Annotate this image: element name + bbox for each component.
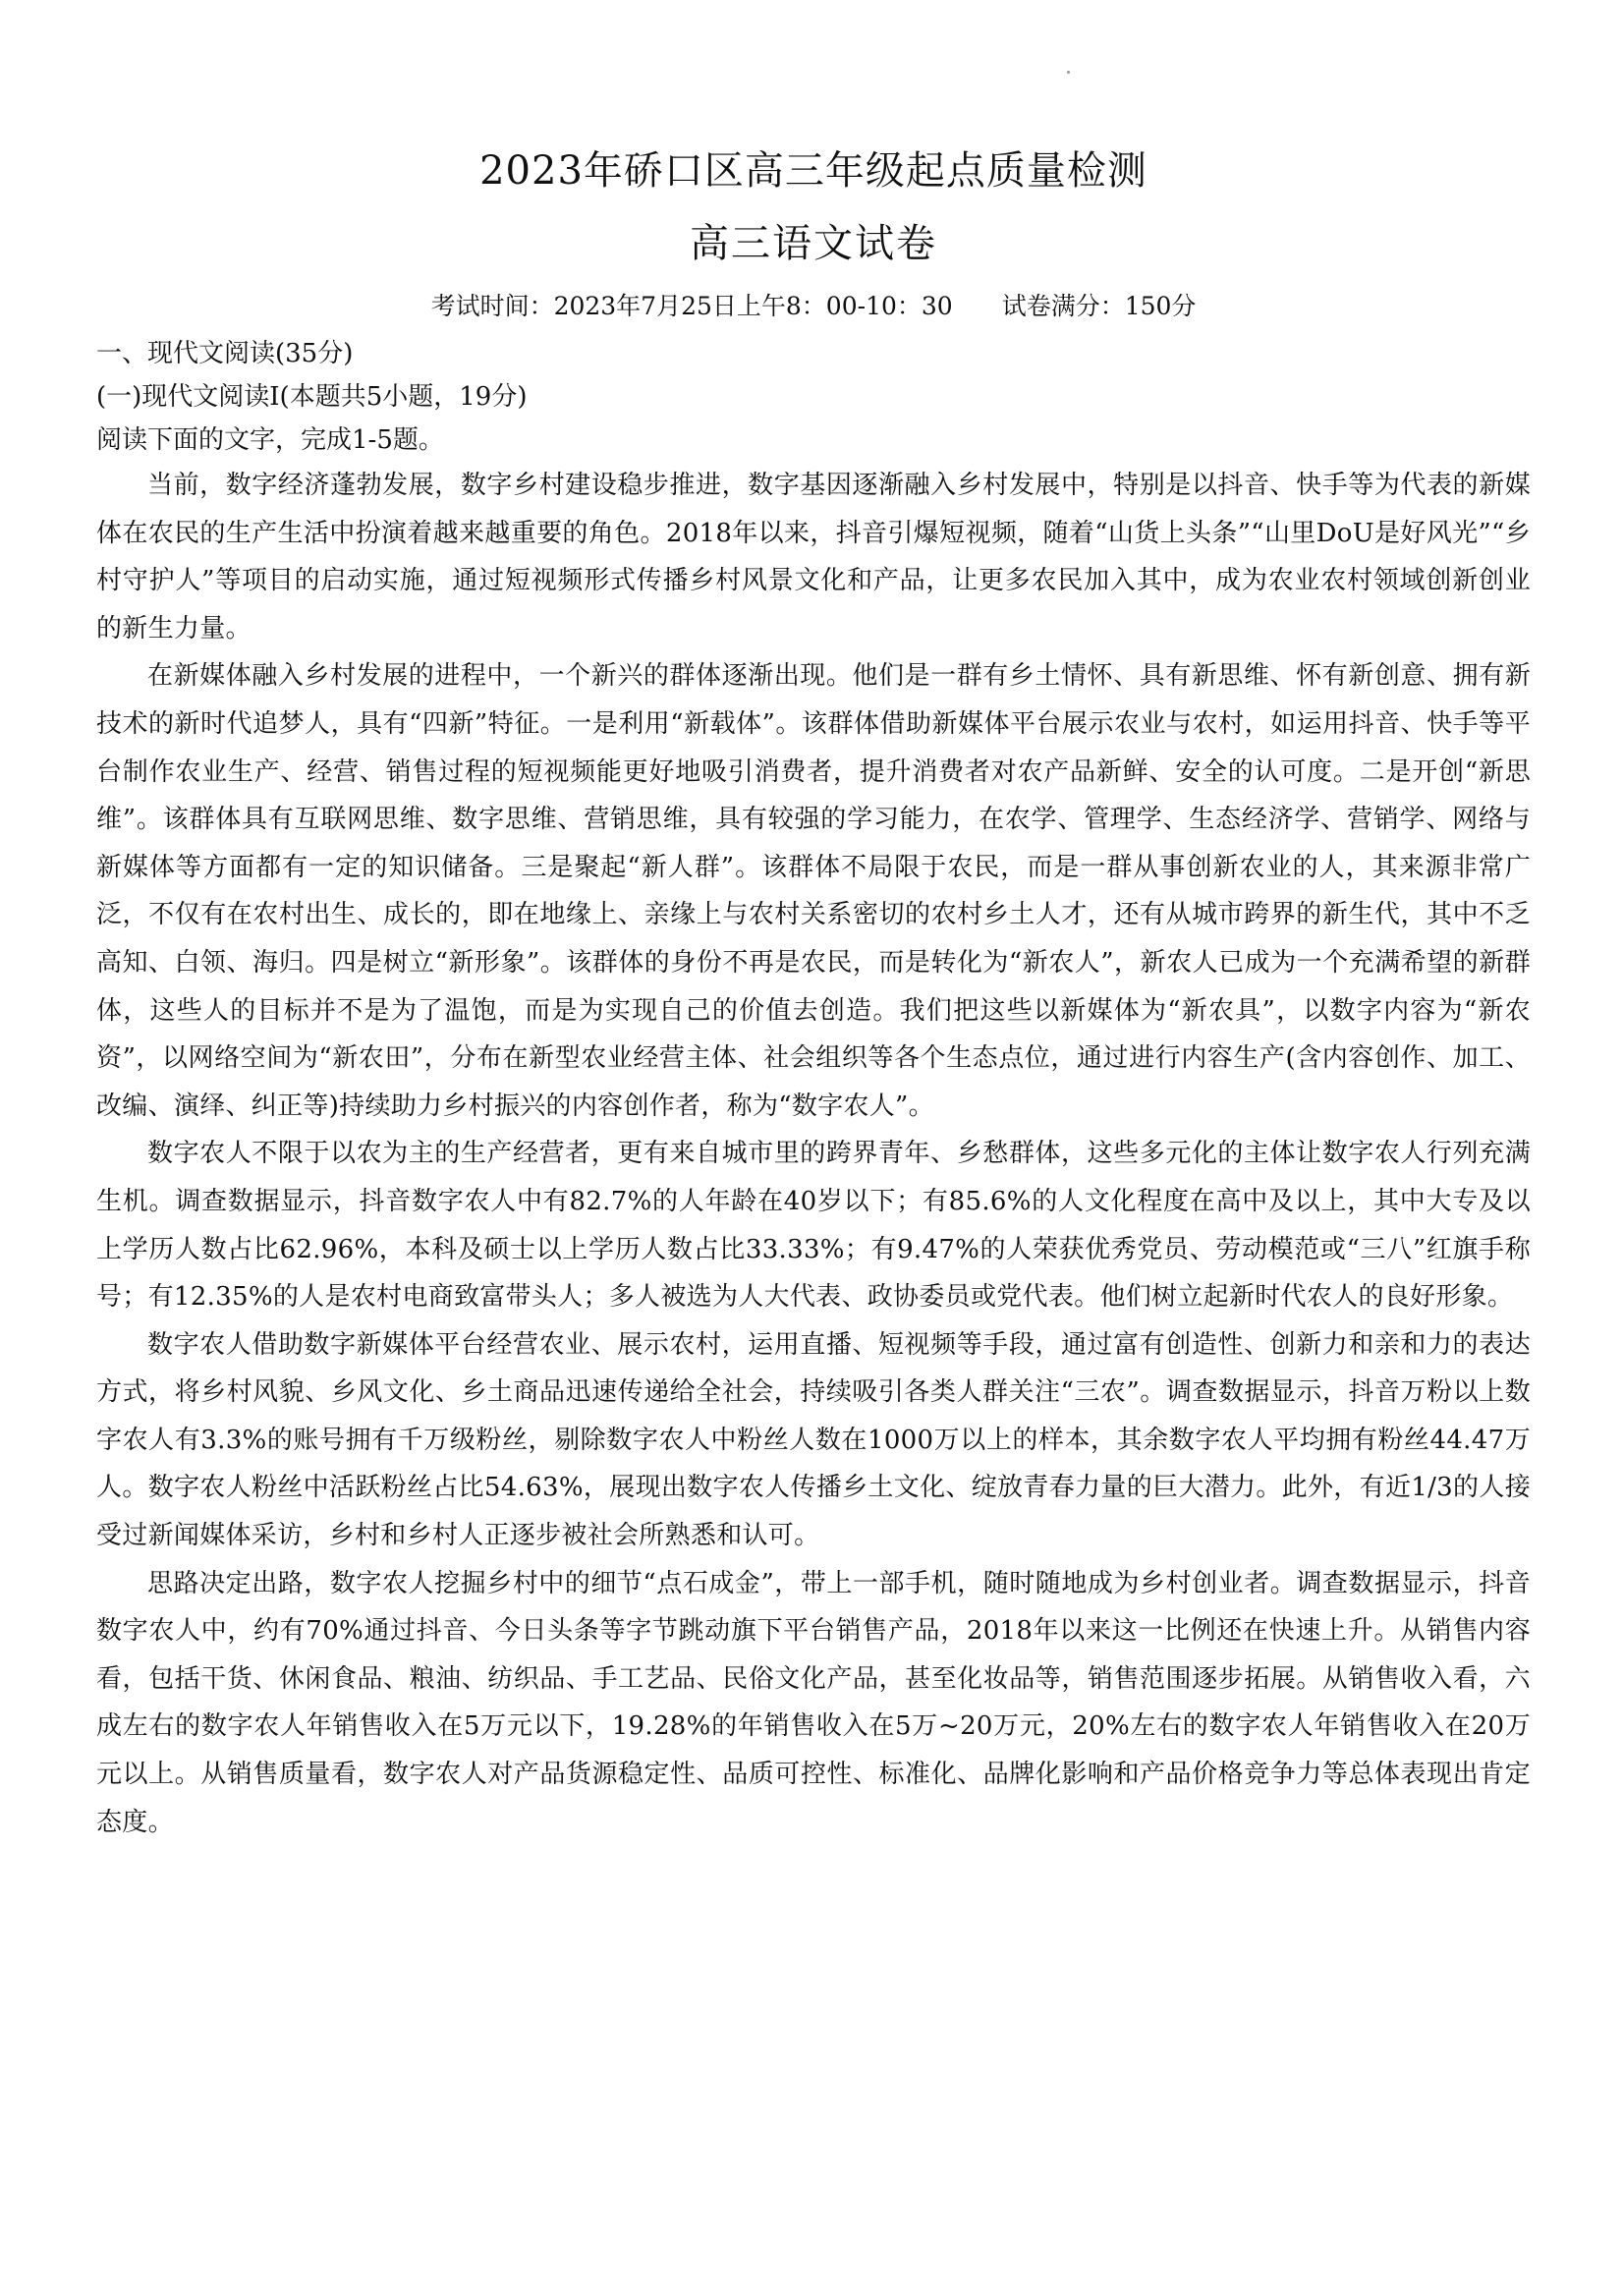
paragraph-4: 数字农人借助数字新媒体平台经营农业、展示农村，运用直播、短视频等手段，通过富有创造性、创新力和亲和力的表达方式，将乡村风貌、乡风文化、乡土商品迅速传递给全社会，持续吸引各类人群关注“三农”。调查数据显示，抖音万粉以上数字农人有3.3%的账号拥有千万级粉丝，剔除数字农人中粉丝人数在1000万以上的样本，其余数字农人平均拥有粉丝44.47万人。数字农人粉丝中活跃粉丝占比54.63%，展现出数字农人传播乡土文化、绽放青春力量的巨大潜力。此外，有近1/3的人接受过新闻媒体采访，乡村和乡村人正逐步被社会所熟悉和认可。 — [96, 1329, 1531, 1551]
exam-title: 2023年硚口区高三年级起点质量检测 — [479, 148, 1147, 194]
exam-time: 考试时间：2023年7月25日上午8：00-10：30 — [430, 292, 953, 320]
exam-page — [96, 145, 1531, 1846]
paragraph-2: 在新媒体融入乡村发展的进程中，一个新兴的群体逐渐出现。他们是一群有乡土情怀、具有新思维、怀有新创意、拥有新技术的新时代追梦人，具有“四新”特征。一是利用“新载体”。该群体借助新媒体平台展示农业与农村，如运用抖音、快手等平台制作农业生产、经营、销售过程的短视频能更好地吸引消费者，提升消费者对农产品新鲜、安全的认可度。二是开创“新思维”。该群体具有互联网思维、数字思维、营销思维，具有较强的学习能力，在农学、管理学、生态经济学、营销学、网络与新媒体等方面都有一定的知识储备。三是聚起“新人群”。该群体不局限于农民，而是一群从事创新农业的人，其来源非常广泛，不仅有在农村出生、成长的，即在地缘上、亲缘上与农村关系密切的农村乡土人才，还有从城市跨界的新生代，其中不乏高知、白领、海归。四是树立“新形象”。该群体的身份不再是农民，而是转化为“新农人”，新农人已成为一个充满希望的新群体，这些人的目标并不是为了温饱，而是为实现自己的价值去创造。我们把这些以新媒体为“新农具”，以数字内容为“新农资”，以网络空间为“新农田”，分布在新型农业经营主体、社会组织等各个生态点位，通过进行内容生产(含内容创作、加工、改编、演绎、纠正等)持续助力乡村振兴的内容创作者，称为“数字农人”。 — [96, 661, 1531, 1121]
exam-subtitle: 高三语文试卷 — [690, 221, 937, 266]
paragraph-3: 数字农人不限于以农为主的生产经营者，更有来自城市里的跨界青年、乡愁群体，这些多元化的主体让数字农人行列充满生机。调查数据显示，抖音数字农人中有82.7%的人年龄在40岁以下；有85.6%的人文化程度在高中及以上，其中大专及以上学历人数占比62.96%，本科及硕士以上学历人数占比33.33%；有9.47%的人荣获优秀党员、劳动模范或“三八”红旗手称号；有12.35%的人是农村电商致富带头人；多人被选为人大代表、政协委员或党代表。他们树立起新时代农人的良好形象。 — [96, 1139, 1531, 1313]
paragraph-5: 思路决定出路，数字农人挖掘乡村中的细节“点石成金”，带上一部手机，随时随地成为乡村创业者。调查数据显示，抖音数字农人中，约有70%通过抖音、今日头条等字节跳动旗下平台销售产品，2018年以来这一比例还在快速上升。从销售内容看，包括干货、休闲食品、粮油、纺织品、手工艺品、民俗文化产品，甚至化妆品等，销售范围逐步拓展。从销售收入看，六成左右的数字农人年销售收入在5万元以下，19.28%的年销售收入在5万~20万元，20%左右的数字农人年销售收入在20万元以上。从销售质量看，数字农人对产品货源稳定性、品质可控性、标准化、品牌化影响和产品价格竞争力等总体表现出肯定态度。 — [96, 1568, 1531, 1837]
reading-instruction: 阅读下面的文字，完成1-5题。 — [96, 425, 444, 455]
full-score: 试卷满分：150分 — [1001, 292, 1197, 320]
scan-dot — [1067, 71, 1070, 74]
exam-meta — [96, 289, 1531, 324]
paragraph-1: 当前，数字经济蓬勃发展，数字乡村建设稳步推进，数字基因逐渐融入乡村发展中，特别是以抖音、快手等为代表的新媒体在农民的生产生活中扮演着越来越重要的角色。2018年以来，抖音引爆短视频，随着“山货上头条”“山里DoU是好风光”“乡村守护人”等项目的启动实施，通过短视频形式传播乡村风景文化和产品，让更多农民加入其中，成为农业农村领域创新创业的新生力量。 — [96, 471, 1531, 644]
subsection-heading: (一)现代文阅读Ⅰ(本题共5小题，19分) — [96, 382, 528, 412]
section-heading: 一、现代文阅读(35分) — [96, 339, 354, 368]
